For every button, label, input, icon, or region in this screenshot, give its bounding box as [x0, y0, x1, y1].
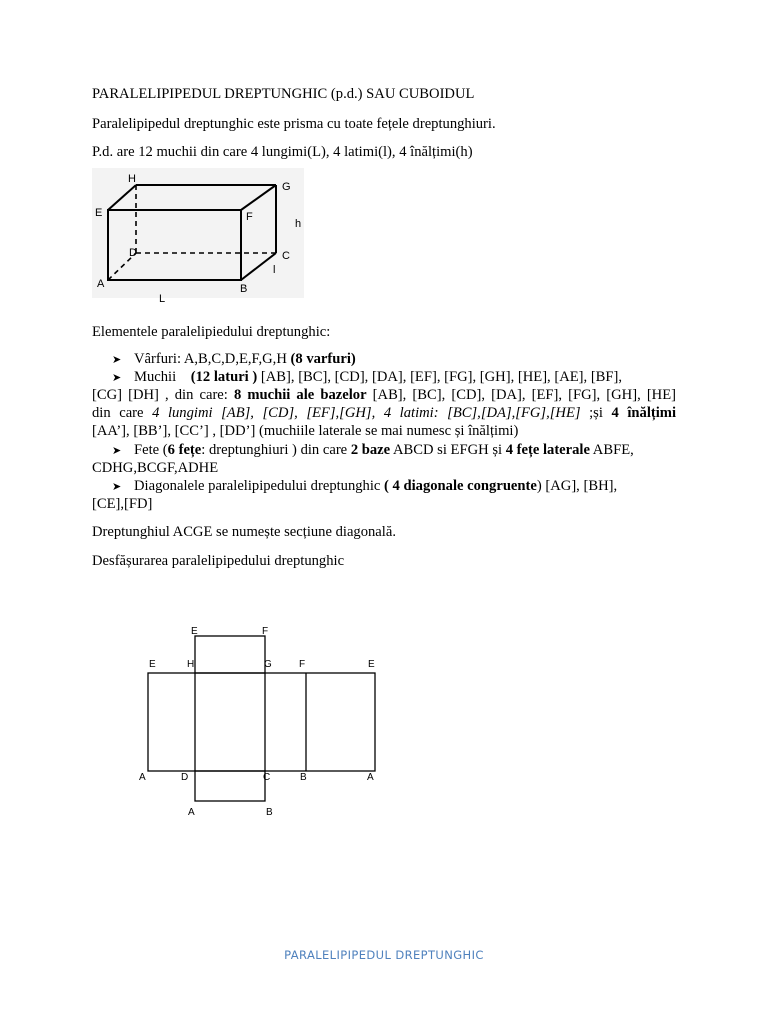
net-label-top-E: E [191, 626, 198, 637]
label-A: A [97, 278, 105, 290]
edges-paragraph: P.d. are 12 muchii din care 4 lungimi(L), 4 latimi(l), 4 înălțimi(h) [92, 144, 473, 160]
net-top-face [195, 636, 265, 673]
muchii-line-2: [CG] [DH] , din care: 8 muchii ale bazelor [AB], [BC], [CD], [DA], [EF], [FG], [GH], [HE] [92, 387, 676, 403]
label-B: B [240, 283, 248, 295]
net-label-bottom-A: A [188, 807, 195, 818]
muchii-line-3: din care 4 lungimi [AB], [CD], [EF],[GH], 4 latimi: [BC],[DA],[FG],[HE] ;și 4 înălțimi [92, 405, 676, 421]
cuboid-figure [92, 168, 304, 305]
label-h: h [295, 218, 302, 230]
label-l: l [273, 264, 276, 276]
net-label-C: C [263, 772, 271, 783]
net-figure [130, 622, 390, 822]
fete-line-2: CDHG,BCGF,ADHE [92, 460, 219, 476]
net-label-G: G [264, 659, 272, 670]
bullet-diagonale: ➤ Diagonalele paralelipipedului dreptunghic ( 4 diagonale congruente) [AG], [BH], [112, 478, 618, 494]
bullet-fete: ➤ Fete (6 fețe: dreptunghiuri ) din care 2 baze ABCD si EFGH și 4 fețe laterale ABFE, [112, 442, 634, 458]
label-E: E [95, 207, 103, 219]
net-label-A2: A [367, 772, 374, 783]
net-label-D: D [181, 772, 189, 783]
net-label-E2: E [368, 659, 375, 670]
page-footer: PARALELIPIPEDUL DREPTUNGHIC [284, 948, 484, 962]
net-label-F: F [299, 659, 306, 670]
intro-paragraph: Paralelipipedul dreptunghic este prisma cu toate fețele dreptunghiuri. [92, 116, 496, 132]
label-D: D [129, 247, 137, 259]
section-paragraph: Dreptunghiul ACGE se numește secțiune diagonală. [92, 524, 396, 540]
arrow-bullet-icon: ➤ [112, 480, 122, 493]
elements-heading: Elementele paralelipiedului dreptunghic: [92, 324, 331, 340]
net-label-top-F: F [262, 626, 269, 637]
arrow-bullet-icon: ➤ [112, 353, 122, 366]
net-label-bottom-B: B [266, 807, 273, 818]
label-L: L [159, 293, 166, 305]
bullet-varfuri: ➤ Vȃrfuri: A,B,C,D,E,F,G,H (8 varfuri) [112, 351, 356, 367]
net-label-H: H [187, 659, 195, 670]
label-F: F [246, 211, 253, 223]
document-title: PARALELIPIPEDUL DREPTUNGHIC (p.d.) SAU CUBOIDUL [92, 86, 475, 102]
arrow-bullet-icon: ➤ [112, 444, 122, 457]
diagonale-line-2: [CE],[FD] [92, 496, 153, 512]
net-bottom-face [195, 771, 265, 801]
net-label-B: B [300, 772, 307, 783]
net-main-strip [148, 673, 375, 771]
net-label-A: A [139, 772, 146, 783]
net-label-E: E [149, 659, 156, 670]
arrow-bullet-icon: ➤ [112, 371, 122, 384]
net-heading: Desfășurarea paralelipipedului dreptunghic [92, 553, 345, 569]
label-G: G [282, 181, 291, 193]
muchii-line-4: [AA’], [BB’], [CC’] , [DD’] (muchiile laterale se mai numesc și înălțimi) [92, 423, 519, 439]
label-C: C [282, 250, 290, 262]
label-H: H [128, 173, 136, 185]
bullet-muchii: ➤ Muchii (12 laturi ) [AB], [BC], [CD], [DA], [EF], [FG], [GH], [HE], [AE], [BF], [112, 369, 623, 385]
